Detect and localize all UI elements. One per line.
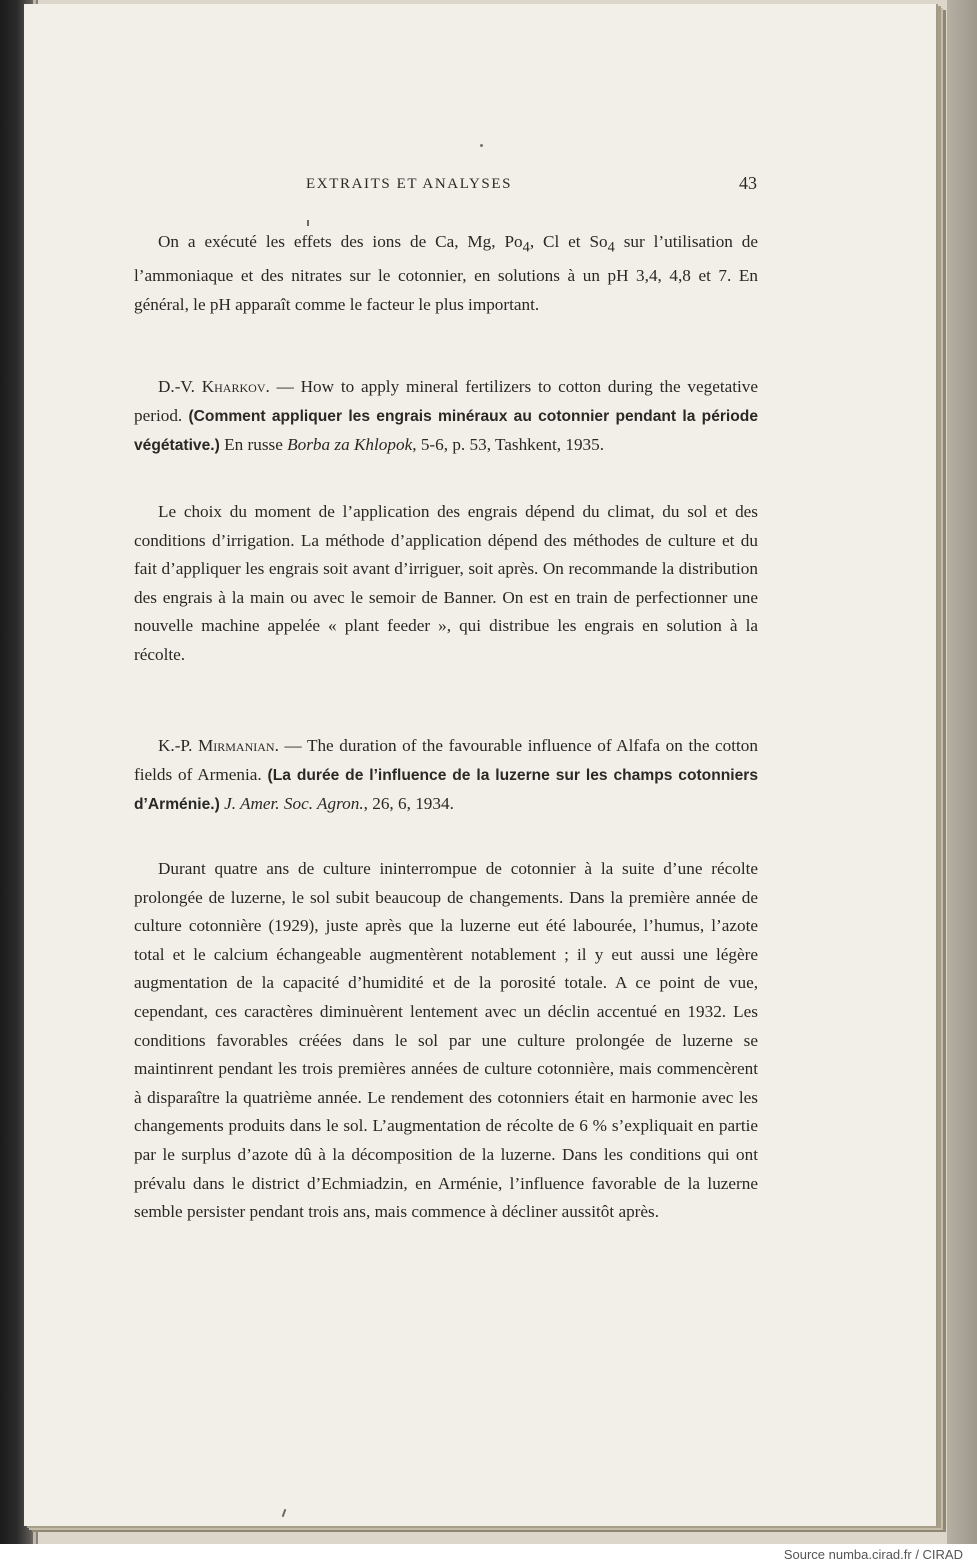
text-run: On a exécuté les effets des ions de Ca, Mg, Po bbox=[158, 232, 523, 251]
author-name: K.-P. Mirmanian. bbox=[158, 736, 279, 755]
english-title: — The duration of the favourable influence of Alfafa on the cotton fields of Armenia. bbox=[134, 736, 758, 784]
french-title: (La durée de l’influence de la luzerne sur les champs cotonniers d’Arménie.) bbox=[134, 766, 758, 814]
footer-bar bbox=[0, 1544, 977, 1566]
publication-details: , 5-6, p. 53, Tashkent, 1935. bbox=[412, 435, 605, 455]
journal-name: Borba za Khlopok bbox=[287, 435, 413, 455]
speck bbox=[282, 1509, 287, 1517]
paragraph-text: Durant quatre ans de culture ininterrompue de cotonnier à la suite d’une récolte prolongée de luzerne, le sol subit beaucoup de changements. Dans la première année de culture cotonnière (1929), juste après que la luzerne eut été labourée, l’humus, l’azote total et le calcium échangeable augmentèrent notablement ; il y eut aussi une légère augmentation de la capacité d’humidité et de la porosité totale. A ce point de vue, cependant, ces caractères diminuèrent lentement avec un déclin accentué en 1932. Les conditions favorables créées dans le sol par une culture prolongée de luzerne se maintinrent pendant les trois premières années de culture cotonnière, mais commencèrent à disparaître la quatrième année. Le rendement des cotonniers était en harmonie avec les changements produits dans le sol. L’augmentation de récolte de 6 % s’expliquait en partie par le surplus d’azote dû à la décomposition de la luzerne. Dans les conditions qui ont prévalu dans le district d’Echmiadzin, en Arménie, l’influence favorable de la luzerne semble persister pendant trois ans, mais commence à décliner aussitôt après. bbox=[134, 859, 758, 1222]
speck bbox=[307, 220, 309, 226]
running-header: EXTRAITS ET ANALYSES bbox=[306, 176, 513, 192]
paragraph-fertilizer-timing bbox=[134, 498, 758, 670]
page-number: 43 bbox=[739, 173, 757, 193]
subscript: 4 bbox=[607, 239, 615, 256]
subscript: 4 bbox=[522, 239, 530, 256]
journal-name: J. Amer. Soc. Agron. bbox=[224, 794, 364, 814]
paragraph-alfalfa-results bbox=[134, 855, 758, 1227]
paragraph-text: Le choix du moment de l’application des engrais dépend du climat, du sol et des conditions d’irrigation. La méthode d’application dépend des méthodes de culture et du fait d’appliquer les engrais soit avant d’irriguer, soit après. On recommande la distribution des engrais à la main ou avec le semoir de Banner. On est en train de perfectionner une nouvelle machine appelée « plant feeder », qui distribue les engrais en solution à la récolte. bbox=[134, 502, 758, 664]
reference-mirmanian bbox=[134, 732, 758, 820]
text-run: sur l’utilisation de l’ammoniaque et des nitrates sur le cotonnier, en solutions à un pH 3,4, 4,8 et 7. En général, le pH apparaît comme le facteur le plus important. bbox=[134, 232, 759, 314]
publication-details: , 26, 6, 1934. bbox=[363, 794, 454, 814]
paragraph-ions-effects bbox=[134, 228, 758, 319]
french-title: (Comment appliquer les engrais minéraux au cotonnier pendant la période végétative.) bbox=[134, 407, 758, 455]
book-edge-right bbox=[947, 0, 977, 1544]
language-note: En russe bbox=[219, 435, 288, 455]
text-run: , Cl et So bbox=[529, 232, 608, 251]
speck bbox=[480, 144, 483, 147]
english-title: — How to apply mineral fertilizers to cotton during the vegetative period. bbox=[134, 377, 758, 425]
author-name: D.-V. Kharkov. bbox=[158, 377, 270, 396]
source-credit: Source numba.cirad.fr / CIRAD bbox=[783, 1547, 963, 1562]
reference-kharkov bbox=[134, 373, 758, 461]
